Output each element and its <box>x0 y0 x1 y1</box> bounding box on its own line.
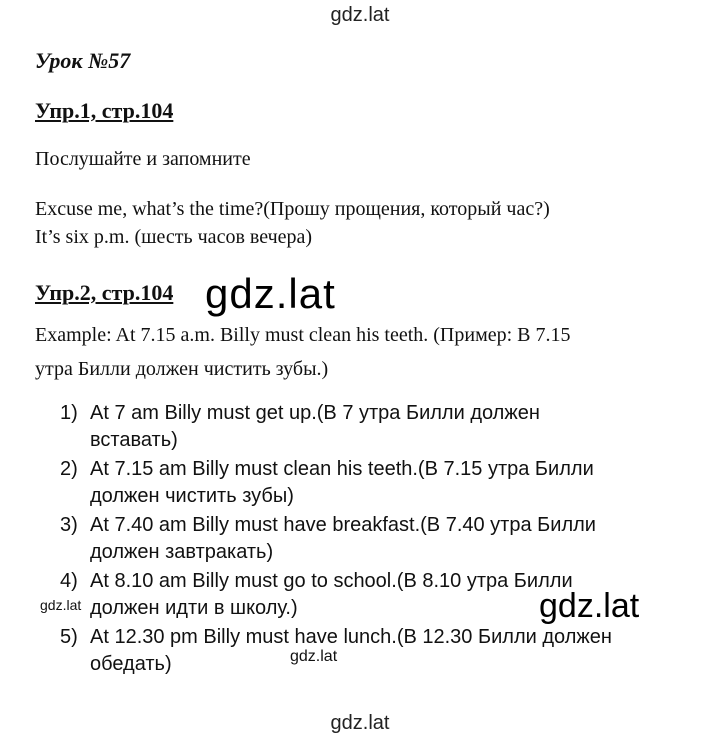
list-item-text: At 12.30 pm Billy must have lunch.(В 12.30 Билли должен <box>90 626 612 648</box>
list-item <box>60 400 700 454</box>
list-item-number: 5) <box>60 626 78 648</box>
watermark-right: gdz.lat <box>539 587 640 625</box>
dialog-line-2: It’s six p.m. (шесть часов вечера) <box>35 226 313 248</box>
list-item <box>60 512 700 566</box>
watermark-top: gdz.lat <box>330 4 390 26</box>
list-item <box>60 624 700 678</box>
list-item-text: At 8.10 am Billy must go to school.(В 8.10 утра Билли <box>90 570 573 592</box>
list-item-number: 3) <box>60 514 78 536</box>
example-line-2: утра Билли должен чистить зубы.) <box>35 358 329 380</box>
list-item-text-continued: должен завтракать) <box>90 541 274 563</box>
exercise2-list <box>60 400 700 680</box>
list-item-number: 1) <box>60 402 78 424</box>
list-item-number: 4) <box>60 570 78 592</box>
lesson-title: Урок №57 <box>35 48 131 73</box>
dialog-line-1: Excuse me, what’s the time?(Прошу прощения, который час?) <box>35 198 550 220</box>
list-item-text: At 7.40 am Billy must have breakfast.(В 7.40 утра Билли <box>90 514 596 536</box>
watermark-small-center: gdz.lat <box>290 648 338 665</box>
watermark-bottom: gdz.lat <box>330 712 390 734</box>
watermark-large: gdz.lat <box>205 270 336 317</box>
list-item-text: At 7 am Billy must get up.(В 7 утра Билли должен <box>90 402 540 424</box>
list-item-text-continued: вставать) <box>90 429 178 451</box>
list-item-text: At 7.15 am Billy must clean his teeth.(В 7.15 утра Билли <box>90 458 594 480</box>
watermark-small-left: gdz.lat <box>40 597 82 613</box>
exercise1-heading: Упр.1, стр.104 <box>35 98 174 123</box>
example-line-1: Example: At 7.15 a.m. Billy must clean his teeth. (Пример: В 7.15 <box>35 324 571 346</box>
list-item-text-continued: должен идти в школу.) <box>90 597 298 619</box>
exercise2-heading: Упр.2, стр.104 <box>35 280 174 305</box>
list-item-text-continued: должен чистить зубы) <box>90 485 294 507</box>
list-item <box>60 456 700 510</box>
exercise1-instruction: Послушайте и запомните <box>35 148 251 170</box>
list-item-number: 2) <box>60 458 78 480</box>
list-item-text-continued: обедать) <box>90 653 172 675</box>
